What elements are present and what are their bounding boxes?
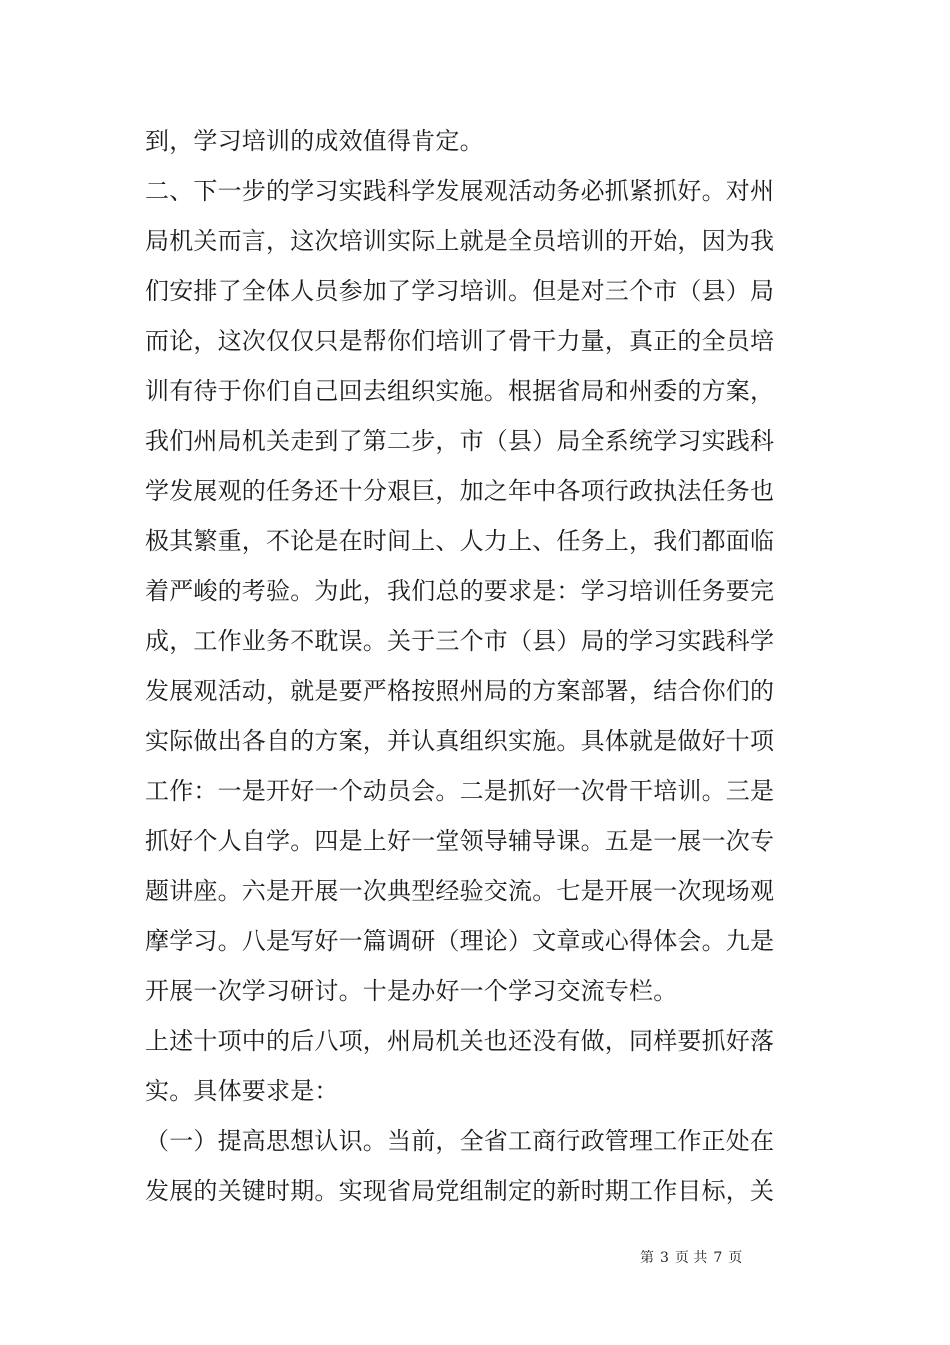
body-text-line: 到，学习培训的成效值得肯定。 (145, 127, 484, 155)
body-text-line: 极其繁重，不论是在时间上、人力上、任务上，我们都面临 (145, 527, 775, 555)
body-text-line: （一）提高思想认识。当前，全省工商行政管理工作正处在 (145, 1127, 775, 1155)
footer-suffix: 页 (728, 1250, 743, 1266)
body-text-line: 我们州局机关走到了第二步，市（县）局全系统学习实践科 (145, 427, 775, 455)
body-text-line: 成，工作业务不耽误。关于三个市（县）局的学习实践科学 (145, 627, 775, 655)
body-text-line: 二、下一步的学习实践科学发展观活动务必抓紧抓好。对州 (145, 177, 775, 205)
body-text-line: 学发展观的任务还十分艰巨，加之年中各项行政执法任务也 (145, 477, 775, 505)
total-page-count: 7 (713, 1250, 723, 1266)
footer-prefix: 第 (640, 1250, 654, 1266)
current-page-number: 3 (660, 1250, 669, 1266)
body-text-line: 局机关而言，这次培训实际上就是全员培训的开始，因为我 (145, 227, 775, 255)
body-text-line: 抓好个人自学。四是上好一堂领导辅导课。五是一展一次专 (145, 827, 775, 855)
body-text-line: 摩学习。八是写好一篇调研（理论）文章或心得体会。九是 (145, 927, 775, 955)
body-text-line: 实际做出各自的方案，并认真组织实施。具体就是做好十项 (145, 727, 775, 755)
body-text-line: 开展一次学习研讨。十是办好一个学习交流专栏。 (145, 977, 678, 1005)
body-text-line: 题讲座。六是开展一次典型经验交流。七是开展一次现场观 (145, 877, 775, 905)
body-text-line: 发展观活动，就是要严格按照州局的方案部署，结合你们的 (145, 677, 775, 705)
footer-middle: 页 共 (674, 1250, 708, 1266)
body-text-line: 实。具体要求是： (145, 1077, 339, 1105)
body-text-line: 们安排了全体人员参加了学习培训。但是对三个市（县）局 (145, 277, 775, 305)
body-text-line: 上述十项中的后八项，州局机关也还没有做，同样要抓好落 (145, 1027, 775, 1055)
body-text-line: 工作：一是开好一个动员会。二是抓好一次骨干培训。三是 (145, 777, 775, 805)
body-text-line: 发展的关键时期。实现省局党组制定的新时期工作目标，关 (145, 1177, 775, 1205)
body-text-line: 着严峻的考验。为此，我们总的要求是：学习培训任务要完 (145, 577, 775, 605)
body-text-line: 而论，这次仅仅只是帮你们培训了骨干力量，真正的全员培 (145, 327, 775, 355)
page-number-footer (640, 1247, 850, 1269)
body-text-line: 训有待于你们自己回去组织实施。根据省局和州委的方案， (145, 377, 775, 405)
